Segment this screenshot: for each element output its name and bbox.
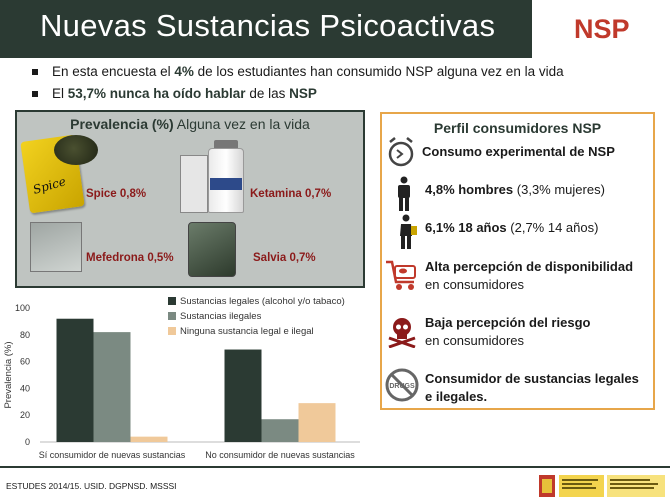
y-tick-label: 0 <box>24 437 30 447</box>
ministry-logo <box>535 471 667 501</box>
substance-ketamine: Ketamina 0,7% <box>250 188 332 200</box>
bullet-highlight: NSP <box>289 86 317 101</box>
salvia-bag-image <box>188 222 236 277</box>
prevalence-title <box>17 116 363 132</box>
header-bar <box>0 0 532 58</box>
y-tick-label: 80 <box>19 329 30 340</box>
bullet-text: de los estudiantes han consumido NSP alguna vez en la vida <box>193 64 564 79</box>
alarm-clock-icon <box>386 136 416 168</box>
footer-divider <box>0 466 670 468</box>
profile-row-age <box>425 220 598 235</box>
mephedrone-package-image <box>30 222 82 272</box>
bullet-item <box>30 85 650 107</box>
y-tick-label: 20 <box>19 410 30 421</box>
no-drugs-icon <box>385 368 419 402</box>
bullet-text: El <box>52 86 68 101</box>
substance-salvia: Salvia 0,7% <box>253 252 316 264</box>
bar <box>225 350 262 442</box>
ketamine-box-image <box>180 155 208 213</box>
student-icon <box>394 214 418 250</box>
y-tick-label: 40 <box>19 383 30 394</box>
profile-row-availability <box>425 258 633 294</box>
bullet-highlight: 4% <box>174 64 194 79</box>
legend-label: Ninguna sustancia legal e ilegal <box>180 326 314 337</box>
consumer-profile-title: Perfil consumidores NSP <box>433 120 602 136</box>
substance-spice: Spice 0,8% <box>86 188 147 200</box>
profile-row-bold: Consumo experimental de NSP <box>422 144 615 159</box>
legend-swatch <box>168 297 176 305</box>
man-icon <box>394 176 414 212</box>
bar <box>299 403 336 442</box>
page-title: Nuevas Sustancias Psicoactivas <box>40 8 496 43</box>
prevalence-bar-chart <box>0 292 370 464</box>
profile-row-bold: Consumidor de sustancias legales <box>425 371 639 386</box>
bullet-text: En esta encuesta el <box>52 64 175 79</box>
legend-label: Sustancias ilegales <box>180 311 262 322</box>
x-tick-label: No consumidor de nuevas sustancias <box>205 450 355 460</box>
profile-row-experimental <box>422 144 615 159</box>
bar <box>57 319 94 442</box>
bar <box>131 437 168 442</box>
y-tick-label: 60 <box>19 356 30 367</box>
profile-row-rest: en consumidores <box>425 277 524 292</box>
ketamine-label-image <box>210 178 242 190</box>
bar <box>94 332 131 442</box>
legend-label: Sustancias legales (alcohol y/o tabaco) <box>180 296 345 307</box>
profile-row-bold: 4,8% hombres <box>425 182 514 197</box>
y-axis-label: Prevalencia (%) <box>3 341 14 409</box>
profile-row-rest: en consumidores <box>425 333 524 348</box>
profile-row-rest: (3,3% mujeres) <box>513 182 605 197</box>
profile-row-men <box>425 182 605 197</box>
y-tick-label: 100 <box>14 303 30 313</box>
profile-row-bold: Baja percepción del riesgo <box>425 315 591 330</box>
bullet-item <box>30 63 650 85</box>
summary-bullets <box>30 63 650 107</box>
profile-row-rest: e ilegales. <box>425 389 488 404</box>
source-footnote: ESTUDES 2014/15. USID. DGPNSD. MSSSI <box>6 481 177 491</box>
profile-row-risk <box>425 314 590 350</box>
substance-mephedrone: Mefedrona 0,5% <box>86 252 174 264</box>
legend-swatch <box>168 312 176 320</box>
spice-herb-image <box>54 135 98 165</box>
profile-row-rest: (2,7% 14 años) <box>506 220 599 235</box>
legend-swatch <box>168 327 176 335</box>
bullet-highlight: 53,7% nunca ha oído hablar <box>67 86 246 101</box>
drugs-icon-label: DRUGS <box>389 383 415 390</box>
skull-crossbones-icon <box>386 316 418 348</box>
profile-row-bold: Alta percepción de disponibilidad <box>425 259 634 274</box>
prevalence-title-bold: Prevalencia (%) <box>70 116 174 132</box>
bar <box>262 419 299 442</box>
brand-logo: NSP <box>574 14 630 44</box>
spice-package-label: Spice <box>31 174 68 197</box>
bullet-text: de las <box>245 86 290 101</box>
x-tick-label: Sí consumidor de nuevas sustancias <box>38 450 186 460</box>
profile-row-bold: 6,1% 18 años <box>425 220 507 235</box>
prevalence-title-rest: Alguna vez en la vida <box>173 116 310 132</box>
shopping-cart-icon <box>384 258 420 292</box>
profile-row-substances <box>425 370 639 406</box>
